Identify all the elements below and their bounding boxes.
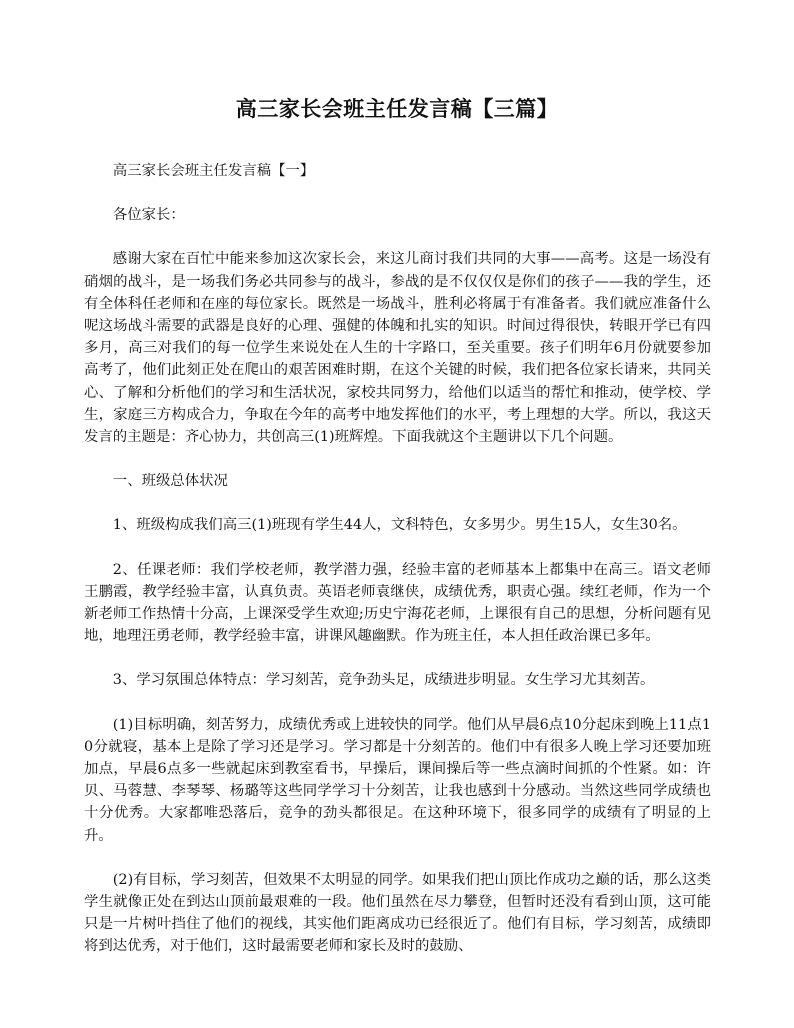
paragraph: 1、班级构成我们高三(1)班现有学生44人，文科特色，女多男少。男生15人，女生30名。 bbox=[112, 517, 687, 534]
paragraph: (1)目标明确，刻苦努力，成绩优秀或上进较快的同学。他们从早晨6点10分起床到晚上11点10分就寝，基本上是除了学习还是学习。学习都是十分刻苦的。他们中有很多人晚上学习还要加班加点，早晨6点多一些就起床到教室看书，早操后，课间操后等一些点滴时间抓的个性紧。如：许贝、马蓉慧、李琴琴、杨璐等这些同学学习十分刻苦，让我也感到十分感动。当然这些同学成绩也十分优秀。大家都唯恐落后，竞争的劲头都很足。在这种环境下，很多同学的成绩有了明显的上升。 bbox=[84, 716, 711, 844]
salutation: 各位家长： bbox=[112, 207, 185, 224]
paragraph: 2、任课老师：我们学校老师，教学潜力强，经验丰富的老师基本上都集中在高三。语文老师王鹏霞，教学经验丰富，认真负责。英语老师袁继侠，成绩优秀，职责心强。续红老师，作为一个新老师工作热情十分高，上课深受学生欢迎;历史宁海花老师，上课很有自己的思想，分析问题有见地，地理汪勇老师，教学经验丰富，讲课风趣幽默。作为班主任，本人担任政治课已多年。 bbox=[84, 561, 711, 645]
paragraph: 3、学习氛围总体特点：学习刻苦，竞争劲头足，成绩进步明显。女生学习尤其刻苦。 bbox=[112, 672, 655, 689]
paragraph: 感谢大家在百忙中能来参加这次家长会，来这儿商讨我们共同的大事——高考。这是一场没有硝烟的战斗，是一场我们务必共同参与的战斗，参战的是不仅仅仅是你们的孩子——我的学生，还有全体科任老师和在座的每位家长。既然是一场战斗，胜利必将属于有准备者。我们就应准备什么呢这场战斗需要的武器是良好的心理、强健的体魄和扎实的知识。时间过得很快，转眼开学已有四多月，高三对我们的每一位学生来说处在人生的十字路口，至关重要。孩子们明年6月份就要参加高考了，他们此刻正处在爬山的艰苦困难时期，在这个关键的时候，我们把各位家长请来，共同关心、了解和分析他们的学习和生活状况，家校共同努力，给他们以适当的帮忙和推动，使学校、学生，家庭三方构成合力，争取在今年的高考中地发挥他们的水平，考上理想的大学。所以，我这天发言的主题是：齐心协力，共创高三(1)班辉煌。下面我就这个主题讲以下几个问题。 bbox=[84, 251, 711, 446]
document-title: 高三家长会班主任发言稿【三篇】 bbox=[235, 96, 559, 121]
document-body bbox=[84, 160, 711, 980]
section-heading: 一、班级总体状况 bbox=[112, 473, 228, 490]
section-heading: 高三家长会班主任发言稿【一】 bbox=[112, 163, 315, 179]
paragraph: (2)有目标，学习刻苦，但效果不太明显的同学。如果我们把山顶比作成功之巅的话，那么这类学生就像正处在到达山顶前最艰难的一段。他们虽然在尽力攀登，但暂时还没有看到山顶，这可能只是一片树叶挡住了他们的视线，其实他们距离成功已经很近了。他们有目标，学习刻苦，成绩即将到达优秀，对于他们，这时最需要老师和家长及时的鼓励、 bbox=[84, 871, 711, 955]
